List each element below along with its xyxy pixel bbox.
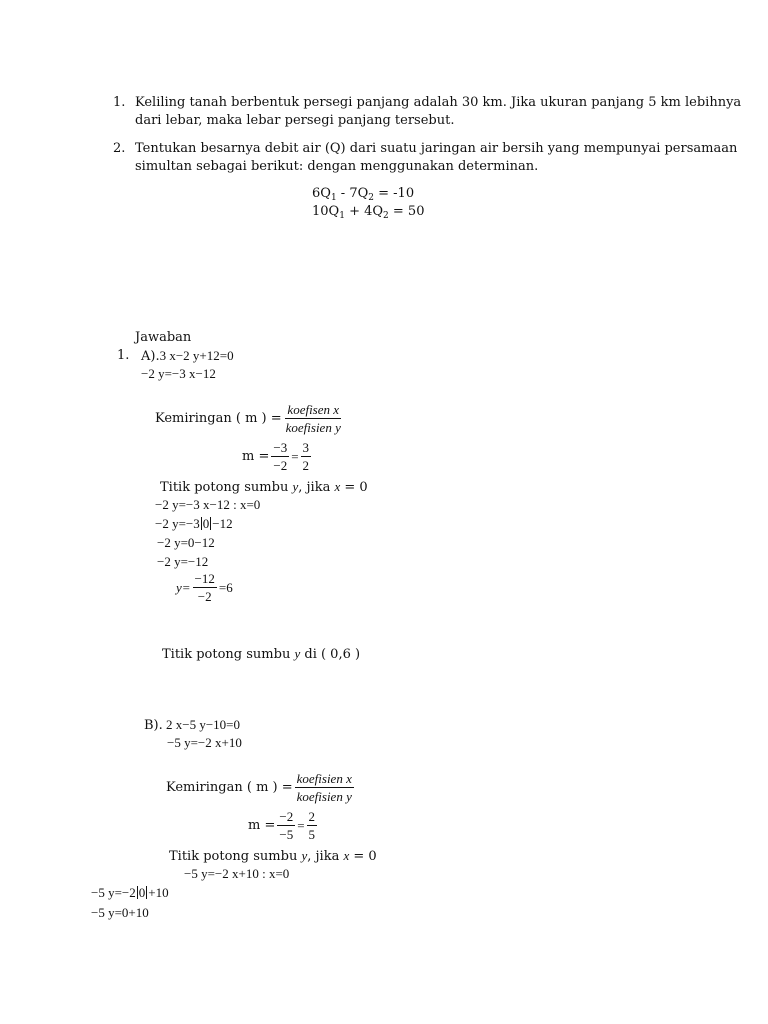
part-a-slope-formula: Kemiringan ( m ) = $\frac{\text{koefisen x}}{\text{koefisien y}}$ — [155, 402, 341, 435]
part-b-step-2: −5 y=−2 0 +10 — [91, 885, 169, 900]
part-a-step-3: −2 y=0−12 — [157, 535, 215, 550]
part-b-slope-fraction: $\frac{\text{koefisien x}}{\text{koefisien y}}$ — [296, 771, 352, 804]
part-a-slope-fraction: $\frac{\text{koefisen x}}{\text{koefisien y}}$ — [285, 402, 341, 435]
question-2-line-1: Tentukan besarnya debit air (Q) dari suatu jaringan air bersih yang mempunyai persamaan — [135, 141, 738, 156]
question-1-line-1: Keliling tanah berbentuk persegi panjang adalah 30 km. Jika ukuran panjang 5 km lebihnya — [135, 95, 742, 110]
part-a-step-2: −2 y=−3 0 −12 — [155, 516, 233, 531]
answer-number: 1. — [117, 348, 130, 363]
part-a-equation: A).3 x−2 y+12=0 — [141, 348, 234, 364]
part-b-equation: B). 2 x−5 y−10=0 — [144, 717, 241, 733]
part-b-intercept-heading: Titik potong sumbu y, jika x = 0 — [169, 848, 377, 864]
question-2-line-2: simultan sebagai berikut: dengan menggunakan determinan. — [135, 159, 539, 174]
question-1-line-2: dari lebar, maka lebar persegi panjang tersebut. — [135, 113, 455, 128]
part-b-slope-formula: Kemiringan ( m ) = $\frac{\text{koefisien x}}{\text{koefisien y}}$ — [166, 771, 352, 804]
question-2-number: 2. — [113, 141, 126, 156]
part-b-slope-value: m = $\frac{-2}{-5}$ = $\frac{2}{5}$ — [248, 809, 316, 842]
part-a-result: Titik potong sumbu y di ( 0,6 ) — [162, 646, 361, 662]
part-a-intercept-heading: Titik potong sumbu y, jika x = 0 — [160, 479, 368, 495]
part-b-step-3: −5 y=0+10 — [91, 905, 149, 920]
part-a-step-4: −2 y=−12 — [157, 554, 209, 569]
part-a-step-5: y= $\frac{-12}{-2}$ =6 — [176, 571, 233, 604]
question-1-number: 1. — [113, 95, 126, 110]
part-b-step-1: −5 y=−2 x+10 : x=0 — [184, 866, 290, 881]
equation-2: $10Q_1 + 4Q_2 = 50$ — [312, 204, 425, 221]
answer-heading: Jawaban — [135, 330, 192, 345]
part-a-rearranged: −2 y=−3 x−12 — [141, 366, 216, 381]
part-a-slope-value: m = $\frac{-3}{-2}$ = $\frac{3}{2}$ — [242, 440, 310, 473]
part-a-step-1: −2 y=−3 x−12 : x=0 — [155, 497, 261, 512]
equation-1: $6Q_1 - 7Q_2 = -10$ — [312, 186, 415, 203]
part-b-rearranged: −5 y=−2 x+10 — [167, 735, 242, 750]
